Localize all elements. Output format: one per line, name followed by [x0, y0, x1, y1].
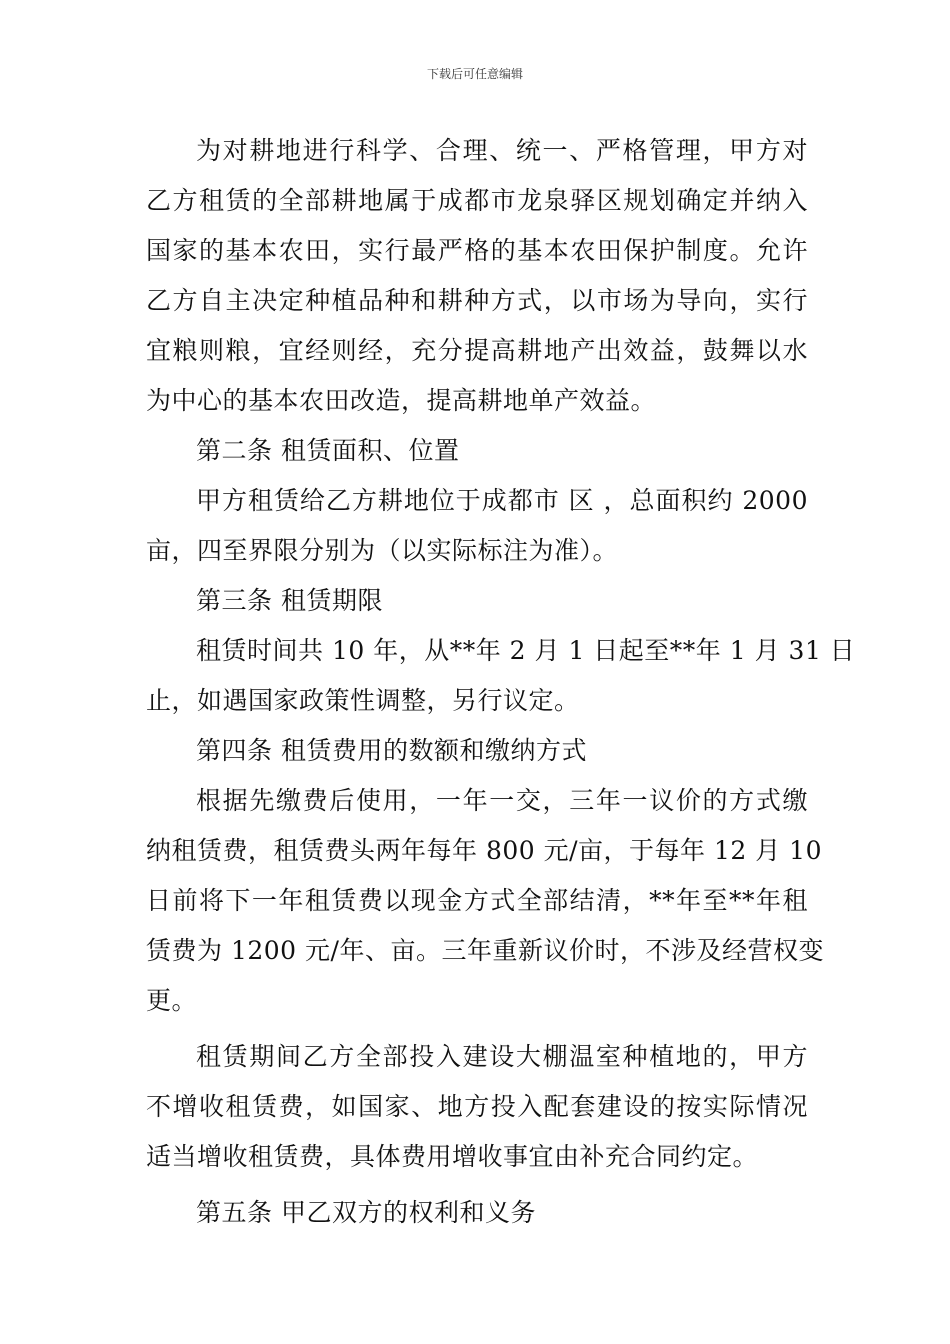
text-line: 宜粮则粮，宜经则经，充分提高耕地产出效益，鼓舞以水 — [146, 336, 808, 365]
text-line: 为对耕地进行科学、合理、统一、严格管理，甲方对 — [196, 136, 808, 165]
text-line: 为中心的基本农田改造，提高耕地单产效益。 — [146, 386, 657, 415]
text-line: 纳租赁费，租赁费头两年每年 800 元/亩，于每年 12 月 10 — [146, 836, 822, 865]
text-line: 乙方自主决定种植品种和耕种方式，以市场为导向，实行 — [146, 286, 808, 315]
text-line: 乙方租赁的全部耕地属于成都市龙泉驿区规划确定并纳入 — [146, 186, 808, 215]
text-line: 第四条 租赁费用的数额和缴纳方式 — [196, 736, 587, 765]
text-line: 止，如遇国家政策性调整，另行议定。 — [146, 686, 580, 715]
text-line: 更。 — [146, 986, 198, 1015]
text-line: 甲方租赁给乙方耕地位于成都市 区 ，总面积约 2000 — [196, 486, 808, 515]
page-header: 下载后可任意编辑 — [426, 67, 523, 81]
text-line: 租赁期间乙方全部投入建设大棚温室种植地的，甲方 — [196, 1042, 808, 1071]
text-line: 赁费为 1200 元/年、亩。三年重新议价时，不涉及经营权变 — [146, 936, 824, 965]
text-line: 日前将下一年租赁费以现金方式全部结清，**年至**年租 — [146, 886, 808, 915]
text-line: 适当增收租赁费，具体费用增收事宜由补充合同约定。 — [146, 1142, 759, 1171]
text-line: 第五条 甲乙双方的权利和义务 — [196, 1198, 536, 1227]
text-line: 亩，四至界限分别为（以实际标注为准）。 — [146, 536, 619, 565]
text-line: 租赁时间共 10 年，从**年 2 月 1 日起至**年 1 月 31 日 — [196, 636, 856, 665]
text-line: 第三条 租赁期限 — [196, 586, 383, 615]
text-line: 第二条 租赁面积、位置 — [196, 436, 460, 465]
text-line: 不增收租赁费，如国家、地方投入配套建设的按实际情况 — [146, 1092, 808, 1121]
text-line: 国家的基本农田，实行最严格的基本农田保护制度。允许 — [146, 236, 808, 265]
document-body — [146, 126, 856, 1238]
text-line: 根据先缴费后使用，一年一交，三年一议价的方式缴 — [196, 786, 808, 815]
